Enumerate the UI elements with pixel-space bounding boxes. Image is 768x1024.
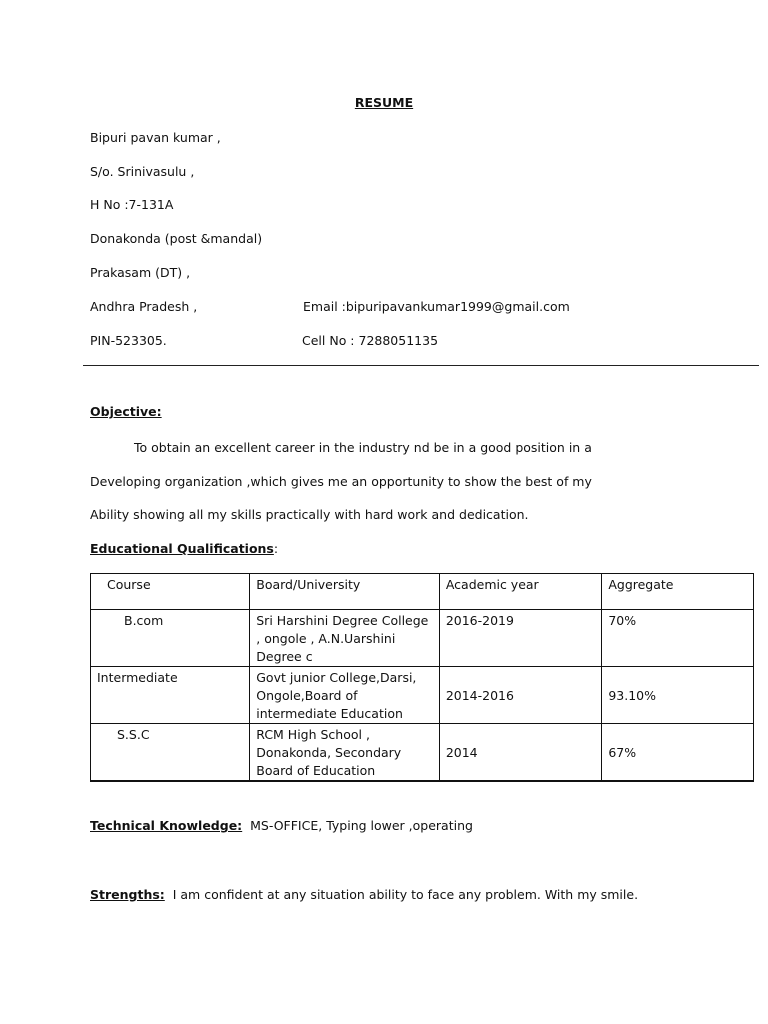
objective-heading: Objective: <box>90 404 162 419</box>
aggregate-cell: 93.10% <box>602 667 754 724</box>
technical-knowledge-label: Technical Knowledge: <box>90 818 243 833</box>
technical-knowledge-value: MS-OFFICE, Typing lower ,operating <box>250 818 473 833</box>
education-heading-colon: : <box>273 541 279 556</box>
education-table <box>90 573 754 782</box>
course-cell: Intermediate <box>91 667 250 724</box>
strengths <box>90 887 638 902</box>
table-row <box>91 724 754 782</box>
board-cell: RCM High School , Donakonda, Secondary Board of Education <box>250 724 440 782</box>
year-cell: 2016-2019 <box>439 610 602 667</box>
year-cell: 2014-2016 <box>439 667 602 724</box>
year-cell: 2014 <box>439 724 602 782</box>
board-cell: Sri Harshini Degree College , ongole , A.N.Uarshini Degree c <box>250 610 440 667</box>
column-header-year: Academic year <box>439 574 602 610</box>
column-header-board: Board/University <box>250 574 440 610</box>
table-row <box>91 610 754 667</box>
aggregate-cell: 67% <box>602 724 754 782</box>
table-row <box>91 667 754 724</box>
cell-text: Cell No : 7288051135 <box>302 333 439 348</box>
village-line: Donakonda (post &mandal) <box>90 231 263 246</box>
house-number-line: H No :7-131A <box>90 197 174 212</box>
education-heading-label: Educational Qualifications <box>90 541 274 556</box>
aggregate-cell: 70% <box>602 610 754 667</box>
column-header-aggregate: Aggregate <box>602 574 754 610</box>
course-cell: B.com <box>91 610 250 667</box>
email-text: Email :bipuripavankumar1999@gmail.com <box>303 299 570 314</box>
education-heading <box>90 541 278 556</box>
strengths-value: I am confident at any situation ability to face any problem. With my smile. <box>172 887 639 902</box>
district-line: Prakasam (DT) , <box>90 265 191 280</box>
objective-line-1: To obtain an excellent career in the industry nd be in a good position in a <box>134 440 592 455</box>
objective-line-3: Ability showing all my skills practically with hard work and dedication. <box>90 507 529 522</box>
board-cell: Govt junior College,Darsi, Ongole,Board of intermediate Education <box>250 667 440 724</box>
course-cell: S.S.C <box>91 724 250 782</box>
header-divider <box>83 365 759 366</box>
strengths-label: Strengths: <box>90 887 165 902</box>
technical-knowledge <box>90 818 473 833</box>
objective-line-2: Developing organization ,which gives me an opportunity to show the best of my <box>90 474 592 489</box>
pin-line: PIN-523305. <box>90 333 167 348</box>
state-line: Andhra Pradesh , <box>90 299 198 314</box>
name-line: Bipuri pavan kumar , <box>90 130 221 145</box>
column-header-course: Course <box>91 574 250 610</box>
parent-line: S/o. Srinivasulu , <box>90 164 195 179</box>
table-header-row <box>91 574 754 610</box>
resume-title: RESUME <box>354 95 414 110</box>
